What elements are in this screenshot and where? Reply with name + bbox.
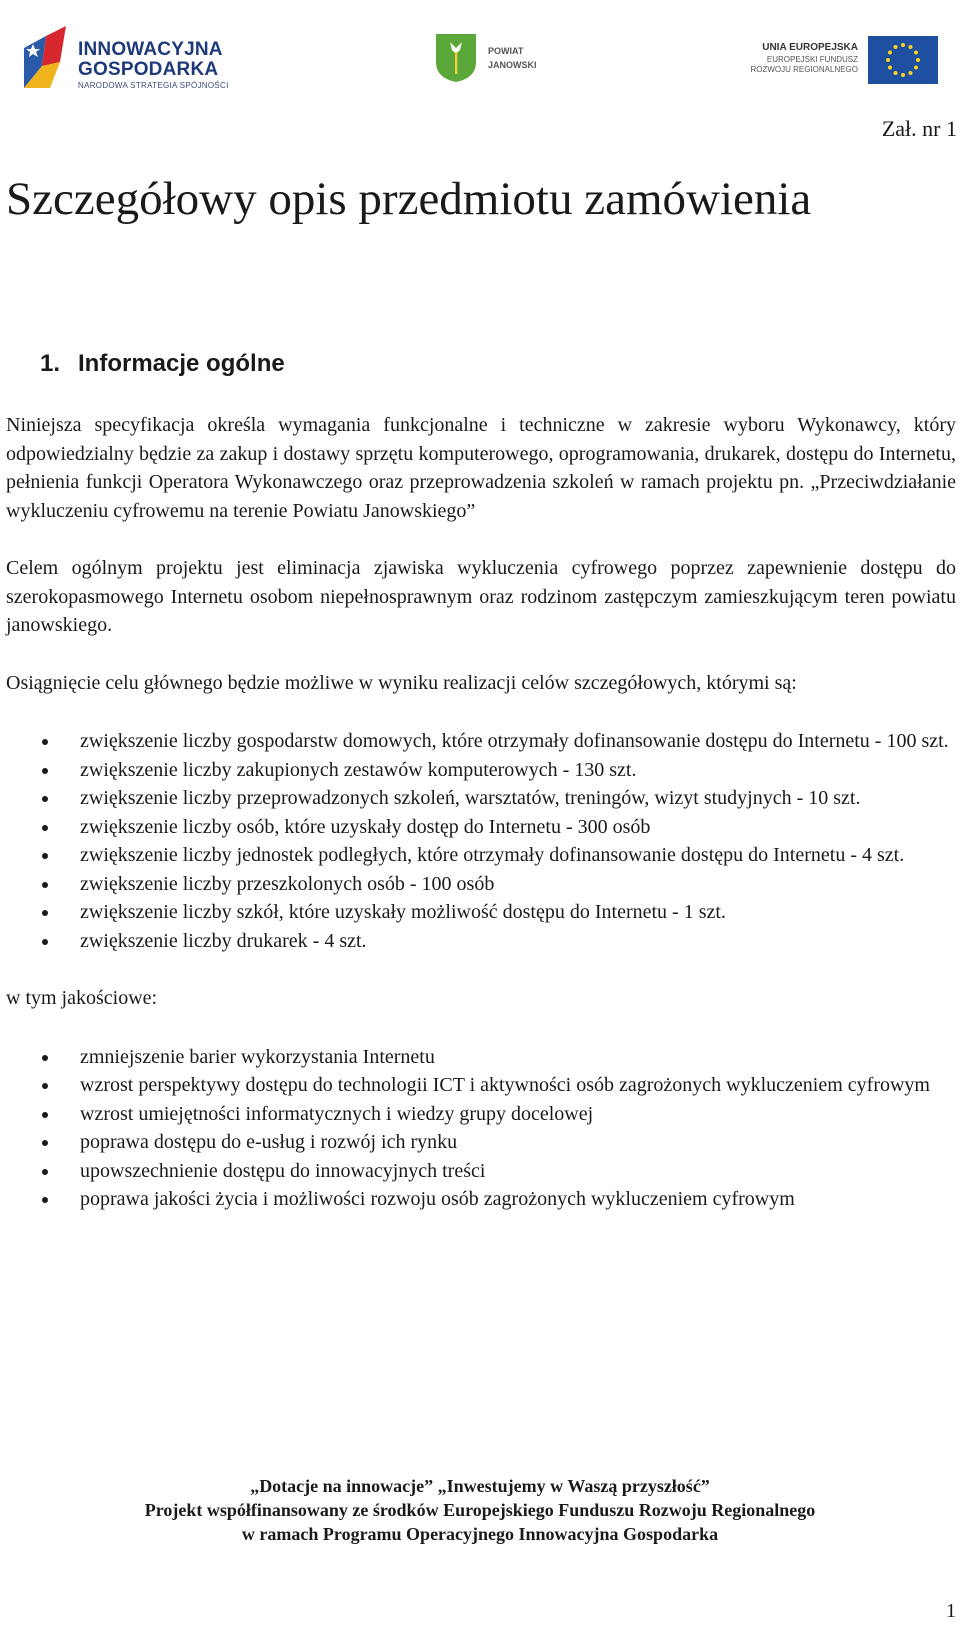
logo-innowacyjna-text: INNOWACYJNA: [78, 39, 223, 60]
bullet-icon: [42, 1140, 48, 1146]
bullet-icon: [42, 1197, 48, 1203]
bullet-icon: [42, 796, 48, 802]
list-item: zwiększenie liczby szkół, które uzyskały możliwość dostępu do Internetu - 1 szt.: [6, 898, 956, 927]
bullet-icon: [42, 882, 48, 888]
list-item: poprawa jakości życia i możliwości rozwoju osób zagrożonych wykluczeniem cyfrowym: [6, 1185, 956, 1214]
bullet-icon: [42, 1169, 48, 1175]
header-logos: [0, 18, 960, 98]
section-number: 1.: [40, 350, 61, 377]
logo-strategia-text: NARODOWA STRATEGIA SPÓJNOŚCI: [78, 81, 229, 90]
logo-unia-text: UNIA EUROPEJSKA: [762, 42, 858, 53]
list-item: wzrost perspektywy dostępu do technologii ICT i aktywności osób zagrożonych wykluczeniem cyfrowym: [6, 1071, 956, 1100]
bullet-icon: [42, 939, 48, 945]
logo-gospodarka-text: GOSPODARKA: [78, 59, 219, 80]
list-item: zwiększenie liczby osób, które uzyskały dostęp do Internetu - 300 osób: [6, 813, 956, 842]
logo-fundusz-text: EUROPEJSKI FUNDUSZ: [766, 55, 858, 64]
bullet-icon: [42, 768, 48, 774]
list-item: zwiększenie liczby drukarek - 4 szt.: [6, 927, 956, 956]
logo-rozwoju-text: ROZWOJU REGIONALNEGO: [750, 65, 858, 74]
innowacyjna-gospodarka-emblem-icon: [20, 22, 68, 92]
footer-cofinancing: Projekt współfinansowany ze środków Europejskiego Funduszu Rozwoju Regionalnego: [144, 1500, 816, 1520]
logo-janowski-text: JANOWSKI: [488, 60, 537, 70]
list-item: zwiększenie liczby przeszkolonych osób - 100 osób: [6, 870, 956, 899]
list-item: zwiększenie liczby przeprowadzonych szkoleń, warsztatów, treningów, wizyt studyjnych - 10 szt.: [6, 784, 956, 813]
section-heading: [40, 350, 285, 378]
qualitative-intro: w tym jakościowe:: [6, 987, 158, 1009]
list-item: zmniejszenie barier wykorzystania Internetu: [6, 1043, 956, 1072]
list-item: zwiększenie liczby gospodarstw domowych, które otrzymały dofinansowanie dostępu do Internetu - 100 szt.: [6, 727, 956, 756]
page-title: Szczegółowy opis przedmiotu zamówienia: [6, 173, 812, 225]
attachment-number: Zał. nr 1: [881, 116, 957, 141]
bullet-icon: [42, 825, 48, 831]
specific-goals-paragraph: Osiągnięcie celu głównego będzie możliwe w wyniku realizacji celów szczegółowych, którymi są:: [6, 671, 797, 694]
unia-europejska-logo: [740, 32, 950, 88]
section-title: Informacje ogólne: [78, 350, 285, 377]
powiat-janowski-logo: [434, 32, 554, 88]
list-item: wzrost umiejętności informatycznych i wiedzy grupy docelowej: [6, 1100, 956, 1129]
footer: [0, 1474, 960, 1546]
list-item: zwiększenie liczby jednostek podległych, które otrzymały dofinansowanie dostępu do Internetu - 4 szt.: [6, 841, 956, 870]
bullet-icon: [42, 1083, 48, 1089]
bullet-icon: [42, 739, 48, 745]
list-item: poprawa dostępu do e-usług i rozwój ich rynku: [6, 1128, 956, 1157]
footer-programme: w ramach Programu Operacyjnego Innowacyjna Gospodarka: [241, 1524, 719, 1544]
list-item: upowszechnienie dostępu do innowacyjnych treści: [6, 1157, 956, 1186]
objective-paragraph: Celem ogólnym projektu jest eliminacja zjawiska wykluczenia cyfrowego poprzez zapewnienie dostępu do szerokopasmowego Internetu osobom niepełnosprawnym oraz rodzinom zastępczym zamieszkującym teren powiatu janowskiego.: [6, 557, 956, 636]
bullet-icon: [42, 910, 48, 916]
list-item: zwiększenie liczby zakupionych zestawów komputerowych - 130 szt.: [6, 756, 956, 785]
bullet-icon: [42, 1055, 48, 1061]
logo-powiat-text: POWIAT: [488, 46, 524, 56]
powiat-coat-of-arms-icon: [434, 32, 478, 84]
document-body: [6, 411, 956, 1214]
bullet-icon: [42, 853, 48, 859]
page-number: 1: [946, 1600, 956, 1622]
quantitative-goals-list: [6, 727, 956, 955]
innowacyjna-gospodarka-logo: [20, 22, 250, 94]
footer-slogan: „Dotacje na innowacje” „Inwestujemy w Waszą przyszłość”: [250, 1476, 710, 1496]
qualitative-goals-list: [6, 1043, 956, 1214]
eu-flag-icon: [868, 36, 938, 84]
bullet-icon: [42, 1112, 48, 1118]
intro-paragraph: Niniejsza specyfikacja określa wymagania funkcjonalne i techniczne w zakresie wyboru Wykonawcy, który odpowiedzialny będzie za zakup i dostawy sprzętu komputerowego, oprogramowania, drukarek, dostępu do Internetu, pełnienia funkcji Operatora Wykonawczego oraz przeprowadzenia szkoleń w ramach projektu pn. „Przeciwdziałanie wykluczeniu cyfrowemu na terenie Powiatu Janowskiego”: [6, 414, 956, 522]
